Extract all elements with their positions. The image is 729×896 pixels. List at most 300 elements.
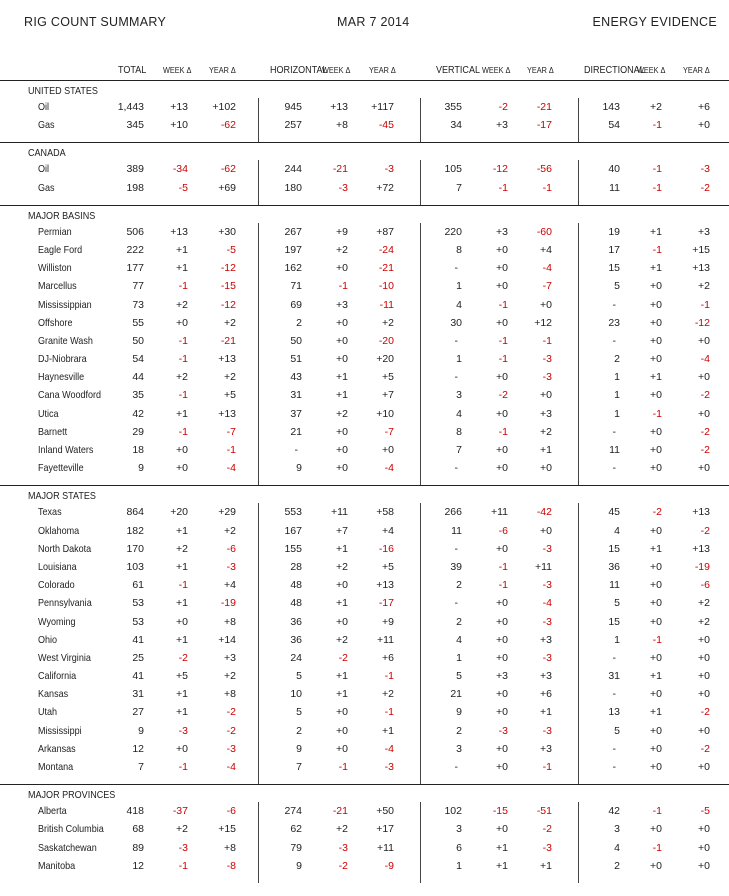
table-row-manitoba: [0, 857, 729, 875]
row-label: Gas: [38, 119, 55, 132]
cell-total-week: -3: [178, 841, 188, 854]
row-label: Cana Woodford: [38, 389, 102, 402]
cell-horizontal-week: +2: [336, 243, 348, 256]
cell-vertical-year: -4: [542, 262, 552, 275]
cell-total-week: +1: [176, 524, 188, 537]
cell-total: 177: [126, 262, 144, 275]
cell-directional-week: +1: [650, 706, 662, 719]
cell-horizontal-week: +0: [336, 425, 348, 438]
cell-horizontal: 244: [284, 163, 302, 176]
row-label: Pennsylvania: [38, 597, 92, 610]
table-row-kansas: [0, 685, 729, 703]
table-row-gas: [0, 179, 729, 197]
cell-vertical-year: +4: [540, 243, 552, 256]
cell-horizontal-week: +2: [336, 633, 348, 646]
cell-horizontal-week: +0: [336, 615, 348, 628]
cell-total-year: -6: [226, 542, 236, 555]
row-label: Permian: [38, 225, 72, 238]
cell-horizontal-week: +1: [336, 542, 348, 555]
cell-directional-year: +2: [698, 280, 710, 293]
cell-vertical: 6: [456, 841, 462, 854]
cell-vertical-week: -3: [498, 724, 508, 737]
cell-total: 41: [132, 670, 144, 683]
cell-directional: 40: [608, 163, 620, 176]
cell-directional-week: +0: [650, 724, 662, 737]
cell-directional-week: +0: [650, 597, 662, 610]
cell-horizontal-year: +0: [382, 444, 394, 456]
cell-total-year: -3: [226, 560, 236, 573]
cell-total: 77: [132, 280, 144, 293]
cell-vertical: 1: [456, 651, 462, 664]
cell-total-year: +4: [224, 579, 236, 592]
cell-horizontal-year: -1: [384, 706, 394, 719]
cell-vertical-year: -3: [542, 615, 552, 628]
cell-total: 418: [126, 805, 144, 818]
cell-vertical: -: [454, 334, 458, 347]
cell-total: 182: [126, 524, 144, 537]
table-row-gas: [0, 116, 729, 134]
cell-total-year: -19: [220, 597, 236, 610]
cell-directional: -: [612, 761, 616, 773]
cell-total-week: +13: [170, 101, 188, 113]
cell-directional-week: +0: [650, 444, 662, 456]
column-headers: [0, 64, 729, 80]
cell-total-week: -1: [178, 280, 188, 293]
cell-vertical-week: -1: [498, 560, 508, 573]
cell-vertical-week: +0: [496, 688, 508, 701]
cell-total-week: -1: [178, 579, 188, 592]
cell-vertical: 7: [456, 444, 462, 456]
cell-total-year: +69: [218, 181, 236, 194]
cell-total-week: +1: [176, 407, 188, 420]
cell-directional: 13: [608, 706, 620, 719]
table-row-haynesville: [0, 368, 729, 386]
cell-directional-year: +0: [698, 688, 710, 701]
cell-vertical-week: +0: [496, 823, 508, 836]
cell-horizontal-week: +8: [336, 119, 348, 132]
cell-directional-year: -12: [694, 316, 710, 329]
table-row-utah: [0, 703, 729, 721]
cell-directional: -: [612, 425, 616, 438]
cell-vertical-year: -3: [542, 353, 552, 366]
cell-directional-year: +0: [698, 761, 710, 773]
cell-horizontal-year: +117: [371, 101, 394, 113]
cell-total: 25: [132, 651, 144, 664]
cell-directional: 15: [608, 615, 620, 628]
cell-directional-year: +0: [698, 633, 710, 646]
cell-directional-week: +0: [650, 316, 662, 329]
col-vertical-week: WEEK Δ: [482, 65, 511, 75]
cell-total: 55: [132, 316, 144, 329]
cell-vertical-week: +0: [496, 742, 508, 755]
cell-horizontal-year: +1: [382, 724, 394, 737]
cell-directional-week: +0: [650, 761, 662, 773]
cell-total: 222: [126, 243, 144, 256]
col-vertical-year: YEAR Δ: [527, 65, 554, 75]
col-total-year: YEAR Δ: [209, 65, 236, 75]
cell-vertical: 105: [444, 163, 462, 176]
section-title: MAJOR BASINS: [28, 209, 96, 222]
cell-total: 44: [132, 371, 144, 384]
cell-directional-year: -2: [700, 524, 710, 537]
cell-horizontal-week: +2: [336, 823, 348, 836]
cell-vertical-week: +0: [496, 706, 508, 719]
cell-horizontal-week: -21: [332, 805, 348, 818]
cell-total: 12: [132, 742, 144, 755]
cell-directional-year: +6: [698, 101, 710, 113]
cell-directional: -: [612, 688, 616, 701]
cell-horizontal-year: -17: [378, 597, 394, 610]
cell-directional: -: [612, 462, 616, 475]
cell-vertical-week: +0: [496, 462, 508, 475]
row-label: Barnett: [38, 425, 68, 438]
cell-directional-week: +0: [650, 579, 662, 592]
cell-vertical-year: +2: [540, 425, 552, 438]
cell-horizontal: 257: [284, 119, 302, 132]
cell-vertical: 2: [456, 615, 462, 628]
cell-vertical-week: -15: [492, 805, 508, 818]
cell-directional-year: +2: [698, 615, 710, 628]
section-title-row: [0, 206, 729, 223]
section-title-row: [0, 486, 729, 503]
cell-directional-year: -19: [694, 560, 710, 573]
report-date: MAR 7 2014: [337, 15, 410, 29]
cell-directional-year: +0: [698, 462, 710, 475]
row-label: Eagle Ford: [38, 243, 83, 256]
cell-directional-week: +0: [650, 742, 662, 755]
section-rows: [0, 503, 729, 784]
cell-total: 18: [132, 444, 144, 456]
cell-vertical: 4: [456, 633, 462, 646]
row-label: Williston: [38, 262, 72, 275]
cell-vertical-year: +3: [540, 670, 552, 683]
table-row-marcellus: [0, 277, 729, 295]
row-label: Oklahoma: [38, 524, 80, 537]
cell-total: 31: [132, 688, 144, 701]
cell-horizontal-year: +2: [382, 316, 394, 329]
cell-directional-year: +0: [698, 724, 710, 737]
cell-directional-year: +0: [698, 334, 710, 347]
cell-total-week: +1: [176, 688, 188, 701]
cell-directional-week: +0: [650, 524, 662, 537]
cell-vertical-week: -12: [492, 163, 508, 176]
cell-directional-week: +1: [650, 262, 662, 275]
cell-vertical-week: -2: [498, 389, 508, 402]
cell-horizontal-year: -45: [378, 119, 394, 132]
cell-total: 9: [138, 724, 144, 737]
table-row-inland-waters: [0, 441, 729, 459]
cell-vertical-week: -1: [498, 181, 508, 194]
cell-horizontal: 9: [296, 462, 302, 475]
cell-total-week: -1: [178, 334, 188, 347]
cell-total: 345: [126, 119, 144, 132]
cell-vertical-year: +3: [540, 407, 552, 420]
cell-vertical-week: +0: [496, 651, 508, 664]
cell-vertical: 30: [450, 316, 462, 329]
cell-horizontal-week: +0: [336, 444, 348, 456]
cell-vertical-week: +0: [496, 280, 508, 293]
cell-horizontal-year: +2: [382, 688, 394, 701]
cell-directional-week: +0: [650, 389, 662, 402]
cell-horizontal-week: -21: [332, 163, 348, 176]
cell-horizontal-week: +2: [336, 560, 348, 573]
cell-directional-week: -1: [652, 407, 662, 420]
row-label: Granite Wash: [38, 334, 93, 347]
row-label: Marcellus: [38, 280, 77, 293]
cell-directional: 5: [614, 280, 620, 293]
cell-total-week: -1: [178, 425, 188, 438]
table-row-oil: [0, 160, 729, 178]
cell-directional-week: +0: [650, 298, 662, 311]
cell-vertical-year: -3: [542, 542, 552, 555]
cell-vertical-week: -1: [498, 579, 508, 592]
cell-vertical-week: +1: [496, 859, 508, 872]
cell-total: 42: [132, 407, 144, 420]
cell-vertical-year: -7: [542, 280, 552, 293]
cell-vertical: 34: [450, 119, 462, 132]
cell-total-week: -1: [178, 353, 188, 366]
cell-total-week: +0: [176, 742, 188, 755]
col-horizontal-year: YEAR Δ: [369, 65, 396, 75]
cell-directional-week: +0: [650, 688, 662, 701]
page-header: [0, 0, 729, 40]
cell-horizontal-year: -1: [384, 670, 394, 683]
cell-vertical-week: +0: [496, 371, 508, 384]
cell-horizontal: 79: [290, 841, 302, 854]
col-total-week: WEEK Δ: [163, 65, 192, 75]
cell-vertical-year: -4: [542, 597, 552, 610]
cell-vertical-week: +0: [496, 542, 508, 555]
table-row-west-virginia: [0, 649, 729, 667]
cell-horizontal: 69: [290, 298, 302, 311]
cell-total-week: -2: [178, 651, 188, 664]
cell-vertical-week: -1: [498, 334, 508, 347]
cell-vertical-year: -3: [542, 651, 552, 664]
cell-horizontal: 155: [284, 542, 302, 555]
cell-vertical-week: +0: [496, 243, 508, 256]
cell-vertical-week: +0: [496, 597, 508, 610]
cell-horizontal: 24: [290, 651, 302, 664]
section-title-row: [0, 81, 729, 98]
cell-horizontal-week: +0: [336, 724, 348, 737]
cell-directional: 15: [608, 542, 620, 555]
cell-total-week: +0: [176, 615, 188, 628]
cell-total-year: -2: [226, 706, 236, 719]
cell-directional-week: +0: [650, 823, 662, 836]
cell-vertical: -: [454, 597, 458, 610]
cell-horizontal-year: -3: [384, 761, 394, 773]
row-label: Alberta: [38, 805, 67, 818]
cell-total-year: +2: [224, 670, 236, 683]
cell-total-week: +0: [176, 462, 188, 475]
cell-total: 53: [132, 615, 144, 628]
cell-directional: 2: [614, 859, 620, 872]
row-label: Manitoba: [38, 859, 76, 872]
section-title: CANADA: [28, 147, 66, 160]
cell-directional: -: [612, 742, 616, 755]
cell-directional-week: +0: [650, 651, 662, 664]
cell-directional-year: -2: [700, 389, 710, 402]
cell-vertical: 1: [456, 353, 462, 366]
row-label: Utah: [38, 706, 58, 719]
cell-vertical-year: -2: [542, 823, 552, 836]
cell-vertical-year: -3: [542, 579, 552, 592]
table-row-colorado: [0, 576, 729, 594]
section-title-row: [0, 143, 729, 160]
cell-horizontal-week: +0: [336, 262, 348, 275]
table-row-dj-niobrara: [0, 350, 729, 368]
cell-directional: 3: [614, 823, 620, 836]
cell-vertical-year: -56: [536, 163, 552, 176]
row-label: West Virginia: [38, 651, 91, 664]
cell-total-year: +29: [218, 506, 236, 519]
cell-total-week: +1: [176, 262, 188, 275]
cell-horizontal: 10: [290, 688, 302, 701]
col-horizontal: HORIZONTAL: [270, 64, 328, 76]
cell-directional-year: -2: [700, 742, 710, 755]
cell-horizontal: 162: [284, 262, 302, 275]
cell-directional-week: -1: [652, 181, 662, 194]
cell-horizontal: 5: [296, 706, 302, 719]
cell-total-year: +5: [224, 389, 236, 402]
cell-directional: 42: [608, 805, 620, 818]
cell-directional: 23: [608, 316, 620, 329]
cell-directional: 19: [608, 225, 620, 238]
cell-vertical-week: +0: [496, 316, 508, 329]
cell-total-week: -34: [172, 163, 188, 176]
cell-total-year: +13: [218, 407, 236, 420]
cell-total-year: -4: [226, 462, 236, 475]
cell-vertical: 2: [456, 579, 462, 592]
cell-directional: 1: [614, 633, 620, 646]
section-major-states: [0, 485, 729, 784]
cell-vertical-year: +12: [534, 316, 552, 329]
cell-total-year: -62: [220, 163, 236, 176]
cell-vertical-week: -1: [498, 298, 508, 311]
cell-horizontal-week: +9: [336, 225, 348, 238]
cell-vertical-week: +1: [496, 841, 508, 854]
cell-directional-week: +0: [650, 462, 662, 475]
cell-vertical-year: -17: [536, 119, 552, 132]
cell-directional-week: +0: [650, 859, 662, 872]
cell-total-week: +2: [176, 371, 188, 384]
cell-horizontal: 36: [290, 633, 302, 646]
section-major-provinces: [0, 784, 729, 883]
cell-directional-year: +0: [698, 670, 710, 683]
cell-horizontal-year: -9: [384, 859, 394, 872]
table-row-oklahoma: [0, 522, 729, 540]
cell-total-year: -4: [226, 761, 236, 773]
cell-directional-week: +0: [650, 353, 662, 366]
cell-total-year: +2: [224, 316, 236, 329]
cell-vertical-year: +1: [540, 859, 552, 872]
col-directional-year: YEAR Δ: [683, 65, 710, 75]
cell-directional-week: +0: [650, 280, 662, 293]
cell-horizontal: 7: [296, 761, 302, 773]
cell-horizontal-week: +0: [336, 334, 348, 347]
col-vertical: VERTICAL: [436, 64, 481, 76]
cell-directional-year: -2: [700, 444, 710, 456]
cell-total-week: +20: [170, 506, 188, 519]
cell-directional-year: +0: [698, 407, 710, 420]
cell-horizontal-week: +7: [336, 524, 348, 537]
cell-total-week: -1: [178, 859, 188, 872]
cell-vertical-year: +11: [534, 560, 552, 573]
row-label: Fayetteville: [38, 462, 84, 475]
cell-vertical: 5: [456, 670, 462, 683]
cell-vertical-week: -2: [498, 101, 508, 113]
cell-total: 103: [126, 560, 144, 573]
table-row-permian: [0, 223, 729, 241]
cell-horizontal-year: -16: [378, 542, 394, 555]
cell-horizontal: 71: [290, 280, 302, 293]
cell-horizontal-week: +0: [336, 462, 348, 475]
cell-total-week: +10: [170, 119, 188, 132]
row-label: Mississippi: [38, 724, 82, 737]
cell-total: 54: [132, 353, 144, 366]
cell-vertical: 220: [444, 225, 462, 238]
cell-vertical: 266: [444, 506, 462, 519]
cell-directional: 11: [609, 444, 620, 456]
cell-total: 50: [132, 334, 144, 347]
cell-total-week: -3: [178, 724, 188, 737]
cell-vertical-year: -3: [542, 371, 552, 384]
section-spacer: [0, 477, 729, 485]
cell-total: 27: [132, 706, 144, 719]
cell-total-week: -1: [178, 389, 188, 402]
cell-horizontal-year: +11: [376, 633, 394, 646]
cell-vertical-week: +3: [496, 119, 508, 132]
cell-total: 9: [138, 462, 144, 475]
cell-horizontal-year: +9: [382, 615, 394, 628]
cell-total-year: -1: [226, 444, 236, 456]
cell-vertical-year: +3: [540, 633, 552, 646]
table-row-wyoming: [0, 613, 729, 631]
cell-vertical: 3: [456, 742, 462, 755]
table-row-mississippian: [0, 296, 729, 314]
cell-directional-year: -4: [700, 353, 710, 366]
cell-total: 68: [132, 823, 144, 836]
cell-total-year: +3: [224, 651, 236, 664]
cell-horizontal: 21: [290, 425, 302, 438]
cell-vertical: 4: [456, 407, 462, 420]
table-row-north-dakota: [0, 540, 729, 558]
cell-vertical: 11: [451, 524, 462, 537]
cell-horizontal: 48: [290, 579, 302, 592]
cell-directional-week: +0: [650, 334, 662, 347]
cell-vertical-year: +0: [540, 298, 552, 311]
cell-horizontal: 5: [296, 670, 302, 683]
cell-total-year: -7: [226, 425, 236, 438]
table-row-utica: [0, 405, 729, 423]
row-label: North Dakota: [38, 542, 92, 555]
cell-vertical-week: +0: [496, 761, 508, 773]
cell-horizontal-year: +20: [376, 353, 394, 366]
cell-directional-year: +13: [692, 542, 710, 555]
cell-total-year: -8: [226, 859, 236, 872]
section-united-states: [0, 80, 729, 142]
cell-horizontal: 28: [290, 560, 302, 573]
cell-vertical-week: +0: [496, 262, 508, 275]
cell-horizontal-week: +0: [336, 353, 348, 366]
cell-directional: 1: [614, 389, 620, 402]
cell-total-week: +0: [176, 316, 188, 329]
row-label: Saskatchewan: [38, 841, 97, 854]
cell-total-year: -12: [220, 298, 236, 311]
cell-total-year: +2: [224, 371, 236, 384]
table-row-fayetteville: [0, 459, 729, 477]
cell-horizontal-year: -3: [384, 163, 394, 176]
